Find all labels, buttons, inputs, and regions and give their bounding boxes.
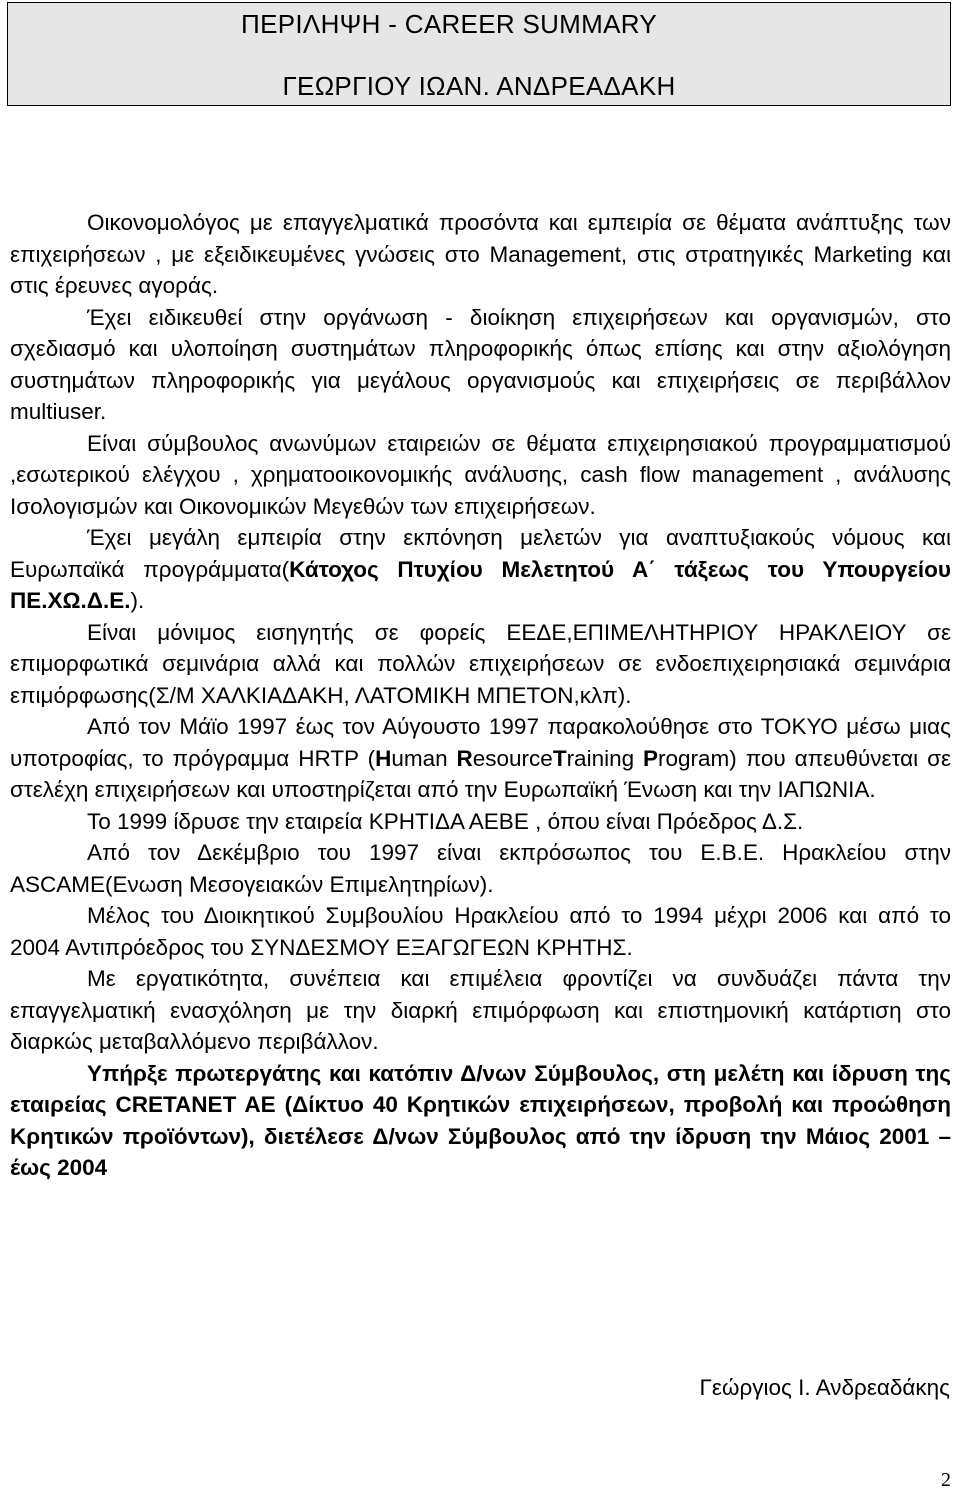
acronym-r: R bbox=[456, 745, 473, 771]
paragraph-tokyo bbox=[10, 711, 951, 806]
person-name: ΓΕΩΡΓΙΟΥ ΙΩΑΝ. ΑΝΔΡΕΑΔΑΚΗ bbox=[282, 71, 676, 101]
paragraph-consulting: Είναι σύμβουλος ανωνύμων εταιρειών σε θέματα επιχειρησιακού προγραμματισμού ,εσωτερικού ελέγχου , χρηματοοικονομικής ανάλυσης, cash flow management , ανάλυσης Ισολογισμών και Οικονομικών Μεγεθών των επιχειρήσεων. bbox=[10, 430, 951, 519]
paragraph-seminars: Είναι μόνιμος εισηγητής σε φορείς ΕΕΔΕ,ΕΠΙΜΕΛΗΤΗΡΙΟΥ ΗΡΑΚΛΕΙΟΥ σε επιμορφωτικά σεμινάρια αλλά και πολλών επιχειρήσεων σε ενδοεπιχειρησιακά σεμινάρια επιμόρφωσης(Σ/Μ ΧΑΛΚΙΑΔΑΚΗ, ΛΑΤΟΜΙΚΗ ΜΠΕΤΟΝ,κλπ). bbox=[10, 619, 951, 708]
document-title: ΠΕΡΙΛΗΨΗ - CAREER SUMMARY bbox=[241, 9, 657, 39]
page-number: 2 bbox=[941, 1469, 951, 1491]
paragraph-ascame: Από τον Δεκέμβριο του 1997 είναι εκπρόσωπος του Ε.Β.Ε. Ηρακλείου στην ASCAME(Ενωση Μεσογειακών Επιμελητηρίων). bbox=[10, 840, 951, 897]
paragraph-diligence: Με εργατικότητα, συνέπεια και επιμέλεια φροντίζει να συνδυάζει πάντα την επαγγελματική ενασχόληση με την διαρκή επιμόρφωση και επιστημονική κατάρτιση στο διαρκώς μεταβαλλόμενο περιβάλλον. bbox=[10, 966, 951, 1054]
acronym-raining: raining bbox=[566, 745, 644, 771]
studies-close: ). bbox=[130, 588, 145, 613]
paragraph-specialization: Έχει ειδικευθεί στην οργάνωση - διοίκηση επιχειρήσεων και οργανισμών, στο σχεδιασμό και υλοποίηση συστημάτων πληροφορικής όπως επίσης και στην αξιολόγηση συστημάτων πληροφορικής για μεγάλους οργανισμούς και επιχειρήσεις σε περιβάλλον multiuser. bbox=[10, 304, 951, 424]
acronym-h: H bbox=[375, 745, 392, 771]
paragraph-cretanet: Υπήρξε πρωτεργάτης και κατόπιν Δ/νων Σύμβουλος, στη μελέτη και ίδρυση της εταιρείας CRETANET AE (Δίκτυο 40 Κρητικών επιχειρήσεων, προβολή και προώθηση Κρητικών προϊόντων), διετέλεσε Δ/νων Σύμβουλος από την ίδρυση την Μάιος 2001 – έως 2004 bbox=[10, 1060, 951, 1180]
tokyo-text-end: rogram) που απευθύνεται σε στελέχη επιχειρήσεων και υποστηρίζεται από την Ευρωπαϊκή Ένωση και την ΙΑΠΩΝΙΑ. bbox=[10, 745, 951, 802]
paragraph-studies bbox=[10, 522, 951, 617]
paragraph-board: Μέλος του Διοικητικού Συμβουλίου Ηρακλείου από το 1994 μέχρι 2006 και από το 2004 Αντιπρόεδρος του ΣΥΝΔΕΣΜΟΥ ΕΞΑΓΩΓΕΩΝ ΚΡΗΤΗΣ. bbox=[10, 903, 951, 960]
studies-text: Έχει μεγάλη εμπειρία στην εκπόνηση μελετών για αναπτυξιακούς νόμους και Ευρωπαϊκά προγράμματα( bbox=[10, 525, 951, 582]
title-box bbox=[7, 2, 951, 106]
paragraph-profile: Οικονομολόγος με επαγγελματικά προσόντα και εμπειρία σε θέματα ανάπτυξης των επιχειρήσεων , με εξειδικευμένες γνώσεις στο Management, στις στρατηγικές Marketing και στις έρευνες αγοράς. bbox=[10, 210, 951, 298]
tokyo-text: Από τον Μάϊο 1997 έως τον Αύγουστο 1997 παρακολούθησε στο ΤΟΚΥΟ μέσω μιας υποτροφίας, το πρόγραμμα HRTP ( bbox=[10, 714, 951, 771]
acronym-esource: esource bbox=[472, 745, 553, 771]
signature: Γεώργιος Ι. Ανδρεαδάκης bbox=[699, 1375, 950, 1400]
acronym-t: T bbox=[552, 745, 567, 771]
acronym-p: P bbox=[643, 745, 659, 771]
acronym-uman: uman bbox=[391, 745, 457, 771]
studies-degree: Κάτοχος Πτυχίου Μελετητού Α΄ τάξεως του Υπουργείου ΠΕ.ΧΩ.Δ.Ε. bbox=[10, 556, 951, 613]
document-body bbox=[10, 207, 951, 1184]
paragraph-kritida: Το 1999 ίδρυσε την εταιρεία ΚΡΗΤΙΔΑ ΑΕΒΕ , όπου είναι Πρόεδρος Δ.Σ. bbox=[87, 808, 804, 834]
